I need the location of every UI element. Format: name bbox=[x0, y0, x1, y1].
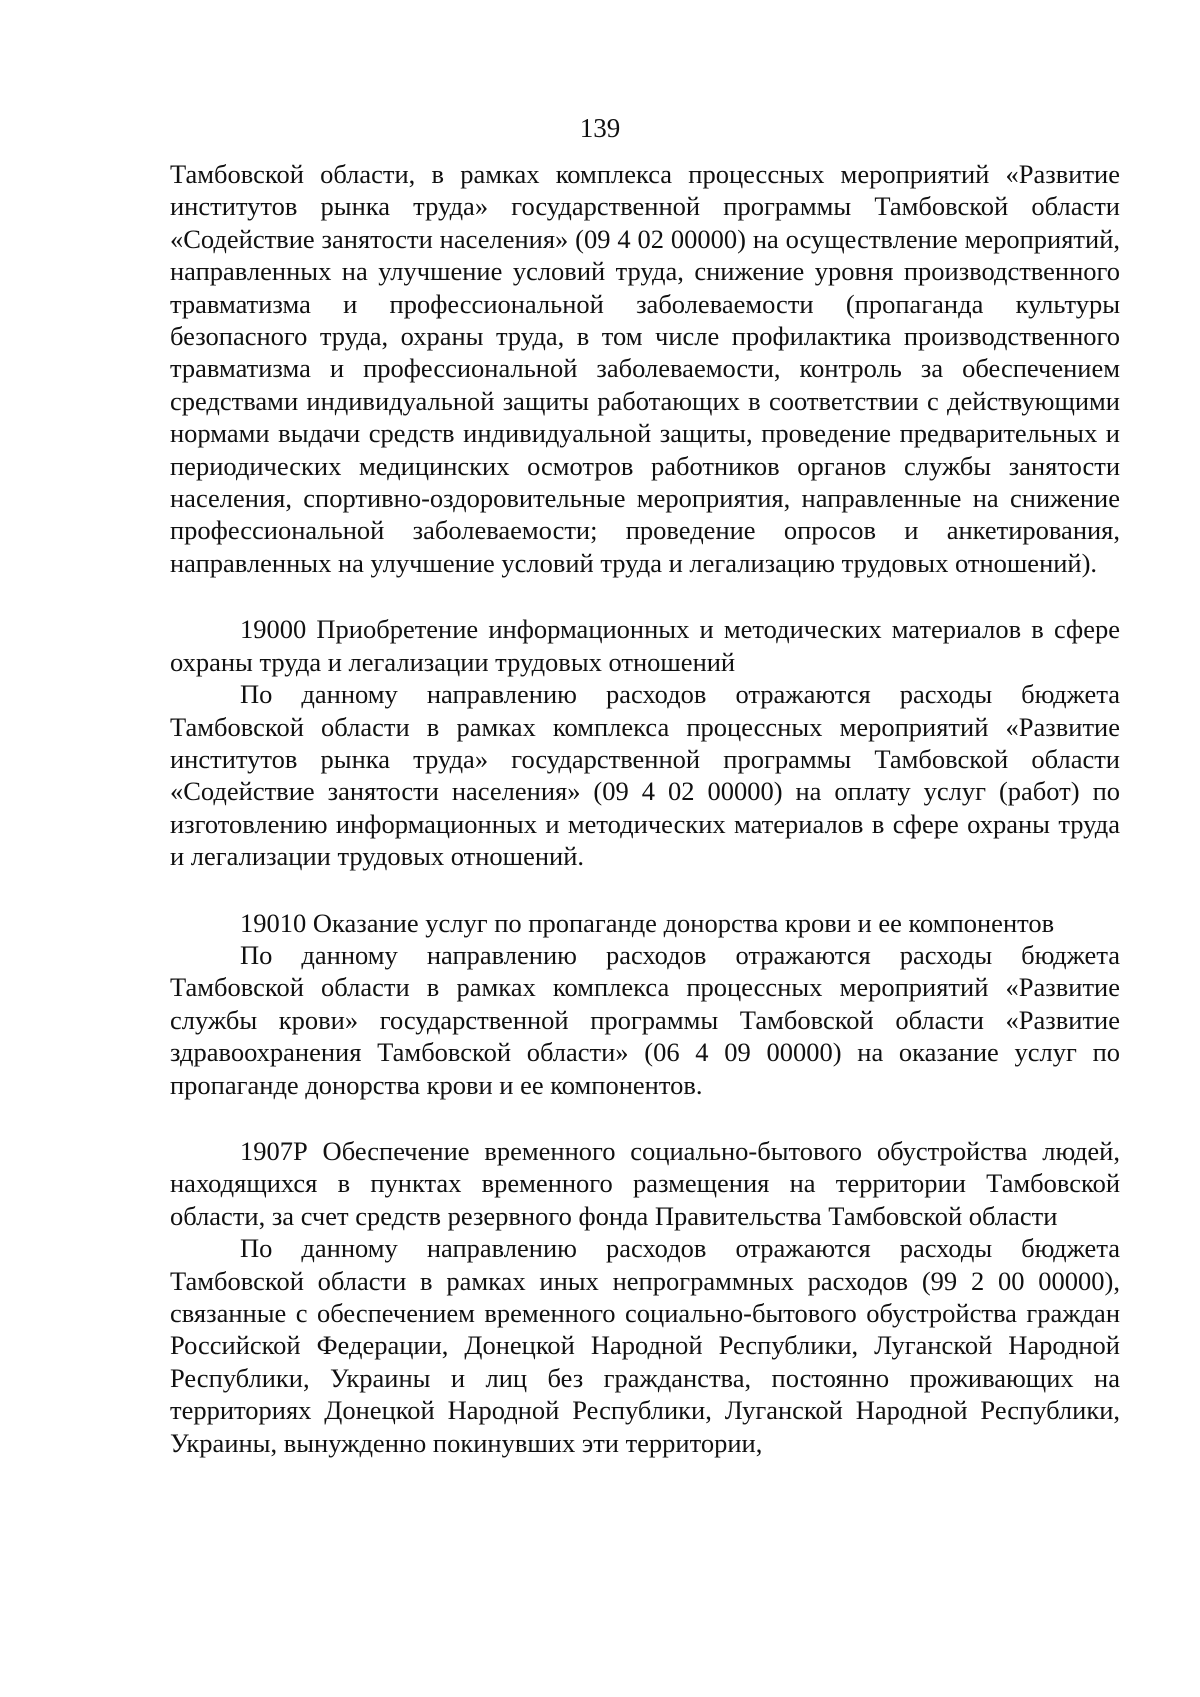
continuation-paragraph: Тамбовской области, в рамках комплекса процессных мероприятий «Развитие институтов рынка труда» государственной программы Тамбовской области «Содействие занятости населения» (09 4 02 00000) на осуществление мероприятий, направленных на улучшение условий труда, снижение уровня производственного травматизма и профессиональной заболеваемости (пропаганда культуры безопасного труда, охраны труда, в том числе профилактика производственного травматизма и профессиональной заболеваемости, контроль за обеспечением средствами индивидуальной защиты работающих в соответствии с действующими нормами выдачи средств индивидуальной защиты, проведение предварительных и периодических медицинских осмотров работников органов службы занятости населения, спортивно-оздоровительные мероприятия, направленные на снижение профессиональной заболеваемости; проведение опросов и анкетирования, направленных на улучшение условий труда и легализацию трудовых отношений). bbox=[170, 159, 1120, 578]
document-body bbox=[170, 158, 1120, 1459]
section-body: По данному направлению расходов отражаются расходы бюджета Тамбовской области в рамках комплекса процессных мероприятий «Развитие службы крови» государственной программы Тамбовской области «Развитие здравоохранения Тамбовской области» (06 4 09 00000) на оказание услуг по пропаганде донорства крови и ее компонентов. bbox=[170, 939, 1120, 1100]
section-1907r bbox=[170, 1135, 1120, 1459]
section-19010 bbox=[170, 907, 1120, 1101]
section-body: По данному направлению расходов отражаются расходы бюджета Тамбовской области в рамках комплекса процессных мероприятий «Развитие институтов рынка труда» государственной программы Тамбовской области «Содействие занятости населения» (09 4 02 00000) на оплату услуг (работ) по изготовлению информационных и методических материалов в сфере охраны труда и легализации трудовых отношений. bbox=[170, 679, 1120, 872]
section-heading: 1907Р Обеспечение временного социально-бытового обустройства людей, находящихся в пунктах временного размещения на территории Тамбовской области, за счет средств резервного фонда Правительства Тамбовской области bbox=[170, 1135, 1120, 1231]
section-body: По данному направлению расходов отражаются расходы бюджета Тамбовской области в рамках иных непрограммных расходов (99 2 00 00000), связанные с обеспечением временного социально-бытового обустройства граждан Российской Федерации, Донецкой Народной Республики, Луганской Народной Республики, Украины и лиц без гражданства, постоянно проживающих на территориях Донецкой Народной Республики, Луганской Народной Республики, Украины, вынужденно покинувших эти территории, bbox=[170, 1233, 1120, 1458]
page-number: 139 bbox=[579, 113, 621, 143]
section-heading: 19010 Оказание услуг по пропаганде донорства крови и ее компонентов bbox=[240, 907, 1055, 938]
section-19000 bbox=[170, 613, 1120, 872]
section-heading: 19000 Приобретение информационных и методических материалов в сфере охраны труда и легализации трудовых отношений bbox=[170, 614, 1120, 677]
